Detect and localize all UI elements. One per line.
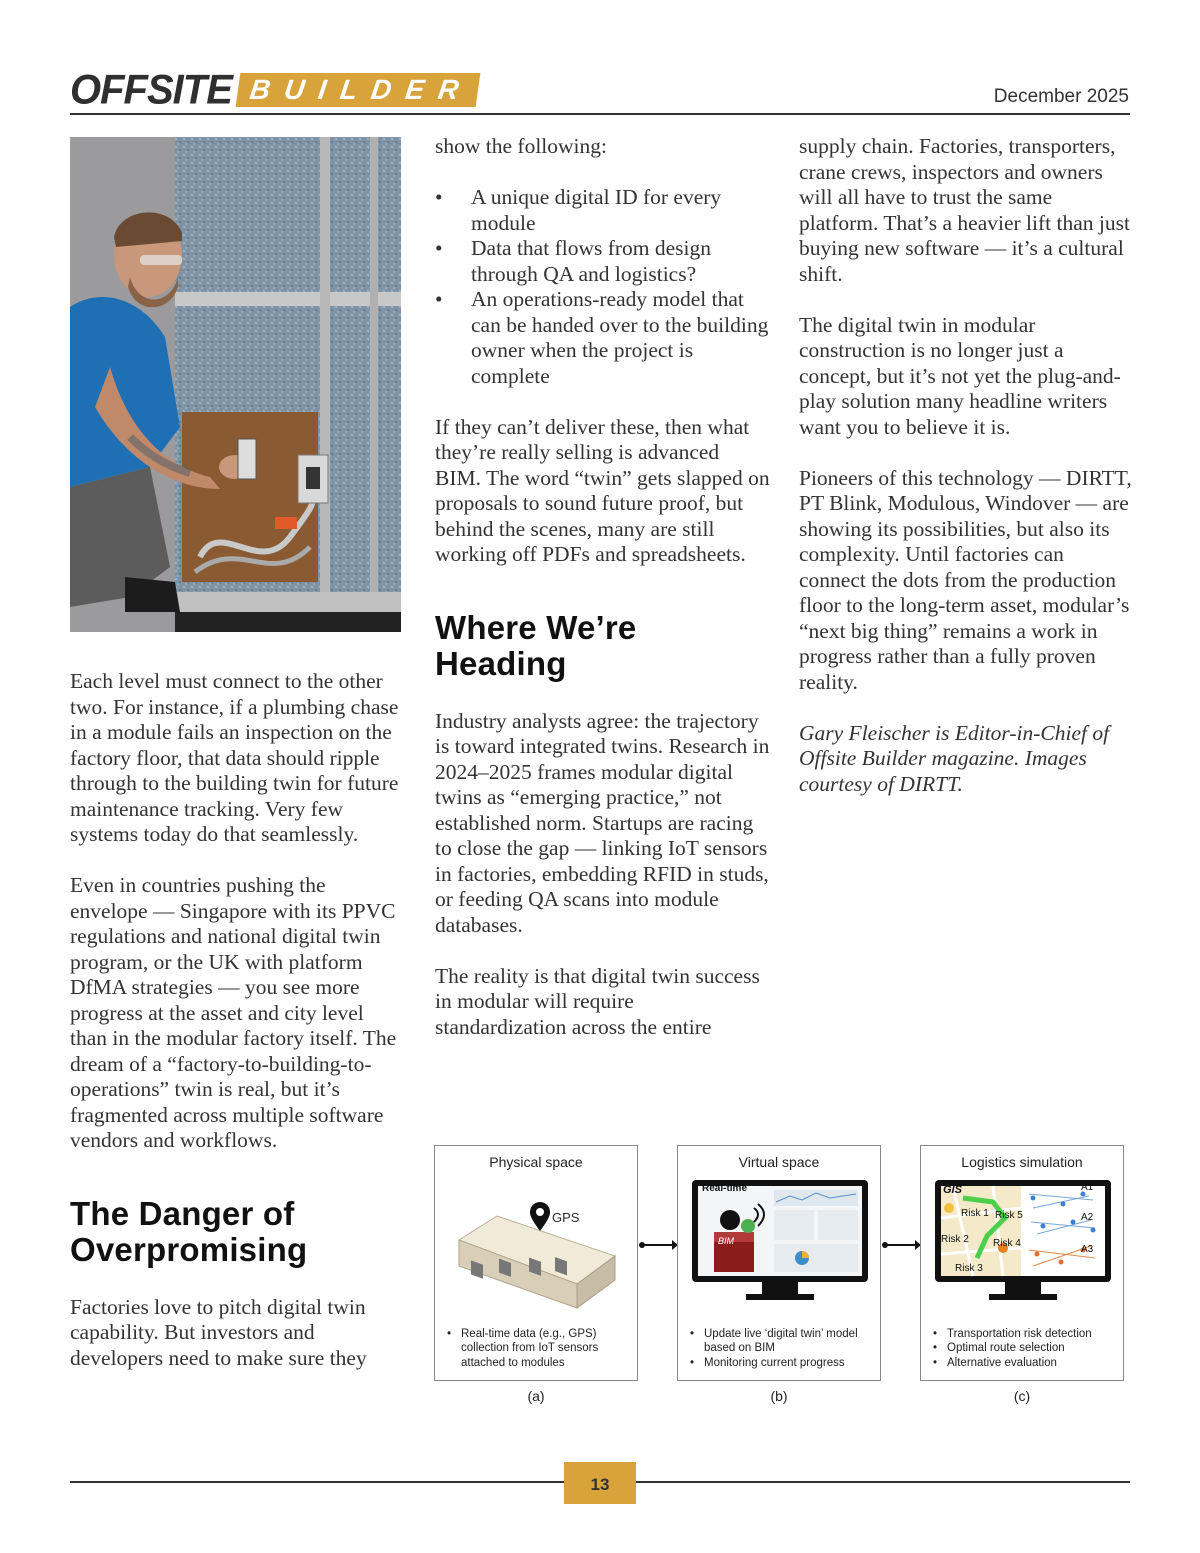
alternative-label: A2 <box>1081 1212 1094 1223</box>
panel-virtual-space <box>677 1145 881 1381</box>
column-right <box>799 134 1134 797</box>
arrow-right-icon <box>638 1235 678 1255</box>
page-number: 13 <box>564 1462 636 1504</box>
author-credit: Gary Fleischer is Editor-in-Chief of Offsite Builder magazine. Images courtesy of DIRTT. <box>799 720 1110 796</box>
panel-title: Logistics simulation <box>961 1154 1083 1170</box>
monitor-dashboard-icon <box>690 1178 870 1308</box>
magazine-logo <box>70 66 478 114</box>
risk-label: Risk 5 <box>995 1210 1023 1221</box>
body-paragraph: The digital twin in modular construction is no longer just a concept, but it’s not yet the plug-and-play solution many headline writers want you to believe it is. <box>799 312 1121 439</box>
logo-offsite-text: OFFSITE <box>70 66 232 114</box>
panel-notes <box>447 1327 631 1371</box>
list-item: • An operations-ready model that can be handed over to the building owner when the project is complete <box>435 287 770 389</box>
body-paragraph: Factories love to pitch digital twin capability. But investors and developers need to make sure they <box>70 1294 367 1370</box>
risk-label: Risk 3 <box>955 1263 983 1274</box>
body-paragraph: Pioneers of this technology — DIRTT, PT Blink, Modulous, Windover — are showing its possibilities, but also its complexity. Until factories can connect the dots from the production floor to the long-term asset, modular’s “next big thing” remains a work in progress rather than a fully proven reality. <box>799 465 1132 694</box>
logo-builder-text: BUILDER <box>236 73 481 107</box>
panel-note: • Update live ‘digital twin’ model based on BIM <box>690 1327 874 1356</box>
panel-title: Physical space <box>489 1154 583 1170</box>
arrow-right-icon <box>881 1235 921 1255</box>
column-middle <box>435 134 770 1040</box>
gps-label: GPS <box>552 1210 580 1225</box>
column-left <box>70 669 405 1371</box>
panel-label: (c) <box>1013 1388 1031 1404</box>
risk-label: Risk 4 <box>993 1238 1021 1249</box>
worker-photo <box>70 137 401 632</box>
panel-note: • Transportation risk detection <box>933 1327 1117 1342</box>
alternative-label: A3 <box>1081 1244 1094 1255</box>
panel-notes <box>933 1327 1117 1371</box>
body-paragraph: Each level must connect to the other two. For instance, if a plumbing chase in a module fails an inspection on the factory floor, that data should ripple through to the building twin for future maintenance tracking. Very few systems today do that seamlessly. <box>70 669 399 846</box>
body-paragraph: The reality is that digital twin success in modular will require standardization across the entire <box>435 963 760 1039</box>
worker-photo-illustration <box>70 137 401 632</box>
body-paragraph: Even in countries pushing the envelope — Singapore with its PPVC regulations and national digital twin program, or the UK with platform DfMA strategies — you see more progress at the asset and city level than in the modular factory itself. The dream of a “factory-to-building-to-operations” twin is real, but it’s fragmented across multiple software vendors and workflows. <box>70 873 397 1152</box>
bullet-list <box>435 185 770 389</box>
gps-pin-icon <box>528 1202 552 1232</box>
body-paragraph: Industry analysts agree: the trajectory is toward integrated twins. Research in 2024–2025 frames modular digital twins as “emerging practice,” not established norm. Startups are racing to close the gap — linking IoT sensors in factories, embedding RFID in studs, or feeding QA scans into module databases. <box>435 708 770 937</box>
screen-realtime-label: Real-time <box>702 1183 748 1194</box>
list-item: • Data that flows from design through QA and logistics? <box>435 236 770 287</box>
list-item: • A unique digital ID for every module <box>435 185 770 236</box>
panel-note: • Monitoring current progress <box>690 1356 874 1371</box>
panel-label: (a) <box>527 1388 545 1404</box>
gis-label: GIS <box>943 1184 962 1196</box>
body-paragraph: supply chain. Factories, transporters, crane crews, inspectors and owners will all have to trust the same platform. That’s a heavier lift than just buying new software — it’s a cultural shift. <box>799 134 1130 286</box>
panel-note: • Real-time data (e.g., GPS) collection from IoT sensors attached to modules <box>447 1327 631 1371</box>
panel-notes <box>690 1327 874 1371</box>
risk-label: Risk 2 <box>941 1234 969 1245</box>
panel-physical-space <box>434 1145 638 1381</box>
panel-label: (b) <box>770 1388 788 1404</box>
panel-note: • Optimal route selection <box>933 1341 1117 1356</box>
panel-note: • Alternative evaluation <box>933 1356 1117 1371</box>
body-paragraph: If they can’t deliver these, then what they’re really selling is advanced BIM. The word “twin” gets slapped on proposals to sound future proof, but behind the scenes, many are still working off PDFs and spreadsheets. <box>435 414 770 566</box>
section-heading: The Danger of Overpromising <box>70 1194 308 1268</box>
issue-date: December 2025 <box>993 86 1129 107</box>
header-divider <box>70 113 1130 115</box>
screen-bim-label: BIM <box>718 1236 735 1246</box>
digital-twin-figure <box>434 1145 1126 1410</box>
panel-title: Virtual space <box>738 1154 820 1170</box>
panel-logistics-simulation <box>920 1145 1124 1381</box>
section-heading: Where We’re Heading <box>435 608 637 682</box>
body-paragraph: show the following: <box>435 134 607 158</box>
risk-label: Risk 1 <box>961 1208 989 1219</box>
alternative-label: A1 <box>1081 1182 1094 1193</box>
